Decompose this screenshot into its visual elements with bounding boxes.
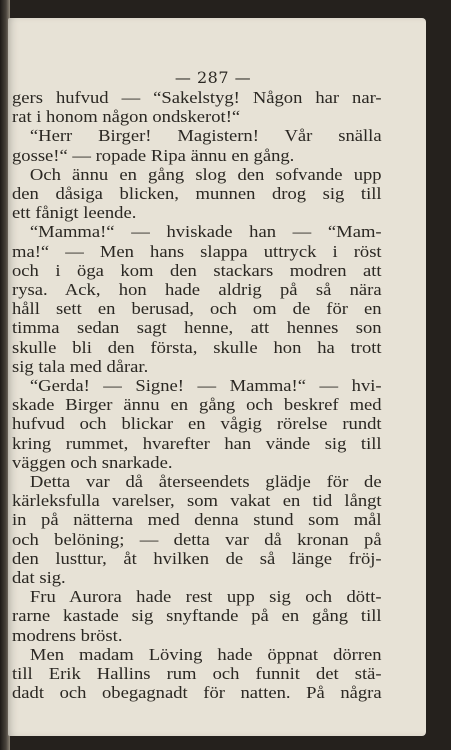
text-line: Och ännu en gång slog den sofvande upp [29,164,382,184]
text-line: ma!“ — Men hans slappa uttryck i röst [12,241,382,261]
text-line: den lusttur, åt hvilken de så länge fröj- [12,548,382,568]
text-line: dat sig. [12,568,66,588]
text-line: den dåsiga blicken, munnen drog sig till [12,184,382,204]
text-line: rarne kastade sig snyftande på en gång till [12,606,382,626]
text-line: “Herr Birger! Magistern! Vår snälla [29,126,382,146]
text-line: gosse!“ — ropade Ripa ännu en gång. [12,145,295,165]
text-line: väggen och snarkade. [12,452,173,472]
text-line: håll sett en berusad, och om de för en [12,299,382,319]
text-line: rysa. Ack, hon hade aldrig på så nära [12,280,382,300]
text-line: modrens bröst. [12,625,123,645]
page-number: — 287 — [174,68,252,87]
text-line: Men madam Löving hade öppnat dörren [29,644,382,664]
text-line: skulle bli den första, skulle hon ha trott [12,337,382,357]
text-line: gers hufvud — “Sakelstyg! Någon har nar- [12,88,382,107]
text-line: “Gerda! — Signe! — Mamma!“ — hvi- [29,376,382,396]
text-line: skade Birger ännu en gång och beskref med [12,395,382,415]
text-line: “Mamma!“ — hviskade han — “Mam- [29,222,382,242]
text-line: och i öga kom den stackars modren att [12,260,382,280]
text-line: kärleksfulla varelser, som vakat en tid långt [12,491,382,511]
text-line: timma sedan sagt henne, att hennes son [12,318,382,338]
text-line: hufvud och blickar en vågig rörelse rundt [12,414,382,434]
page-body-text [12,88,382,703]
text-line: och belöning; — detta var då kronan på [12,529,382,549]
text-line: ett fånigt leende. [12,203,137,223]
text-line: kring rummet, hvarefter han vände sig till [12,433,382,453]
book-page [8,18,426,736]
text-line: in på nätterna med denna stund som mål [12,510,382,530]
text-line: Detta var då återseendets glädje för de [29,472,382,492]
text-line: sig tala med dårar. [12,356,149,376]
text-line: rat i honom någon ondskerot!“ [12,107,241,127]
text-line: dadt och obegagnadt för natten. På några [12,683,382,703]
text-line: till Erik Hallins rum och funnit det stä- [12,664,382,684]
text-line: Fru Aurora hade rest upp sig och dött- [29,587,382,607]
